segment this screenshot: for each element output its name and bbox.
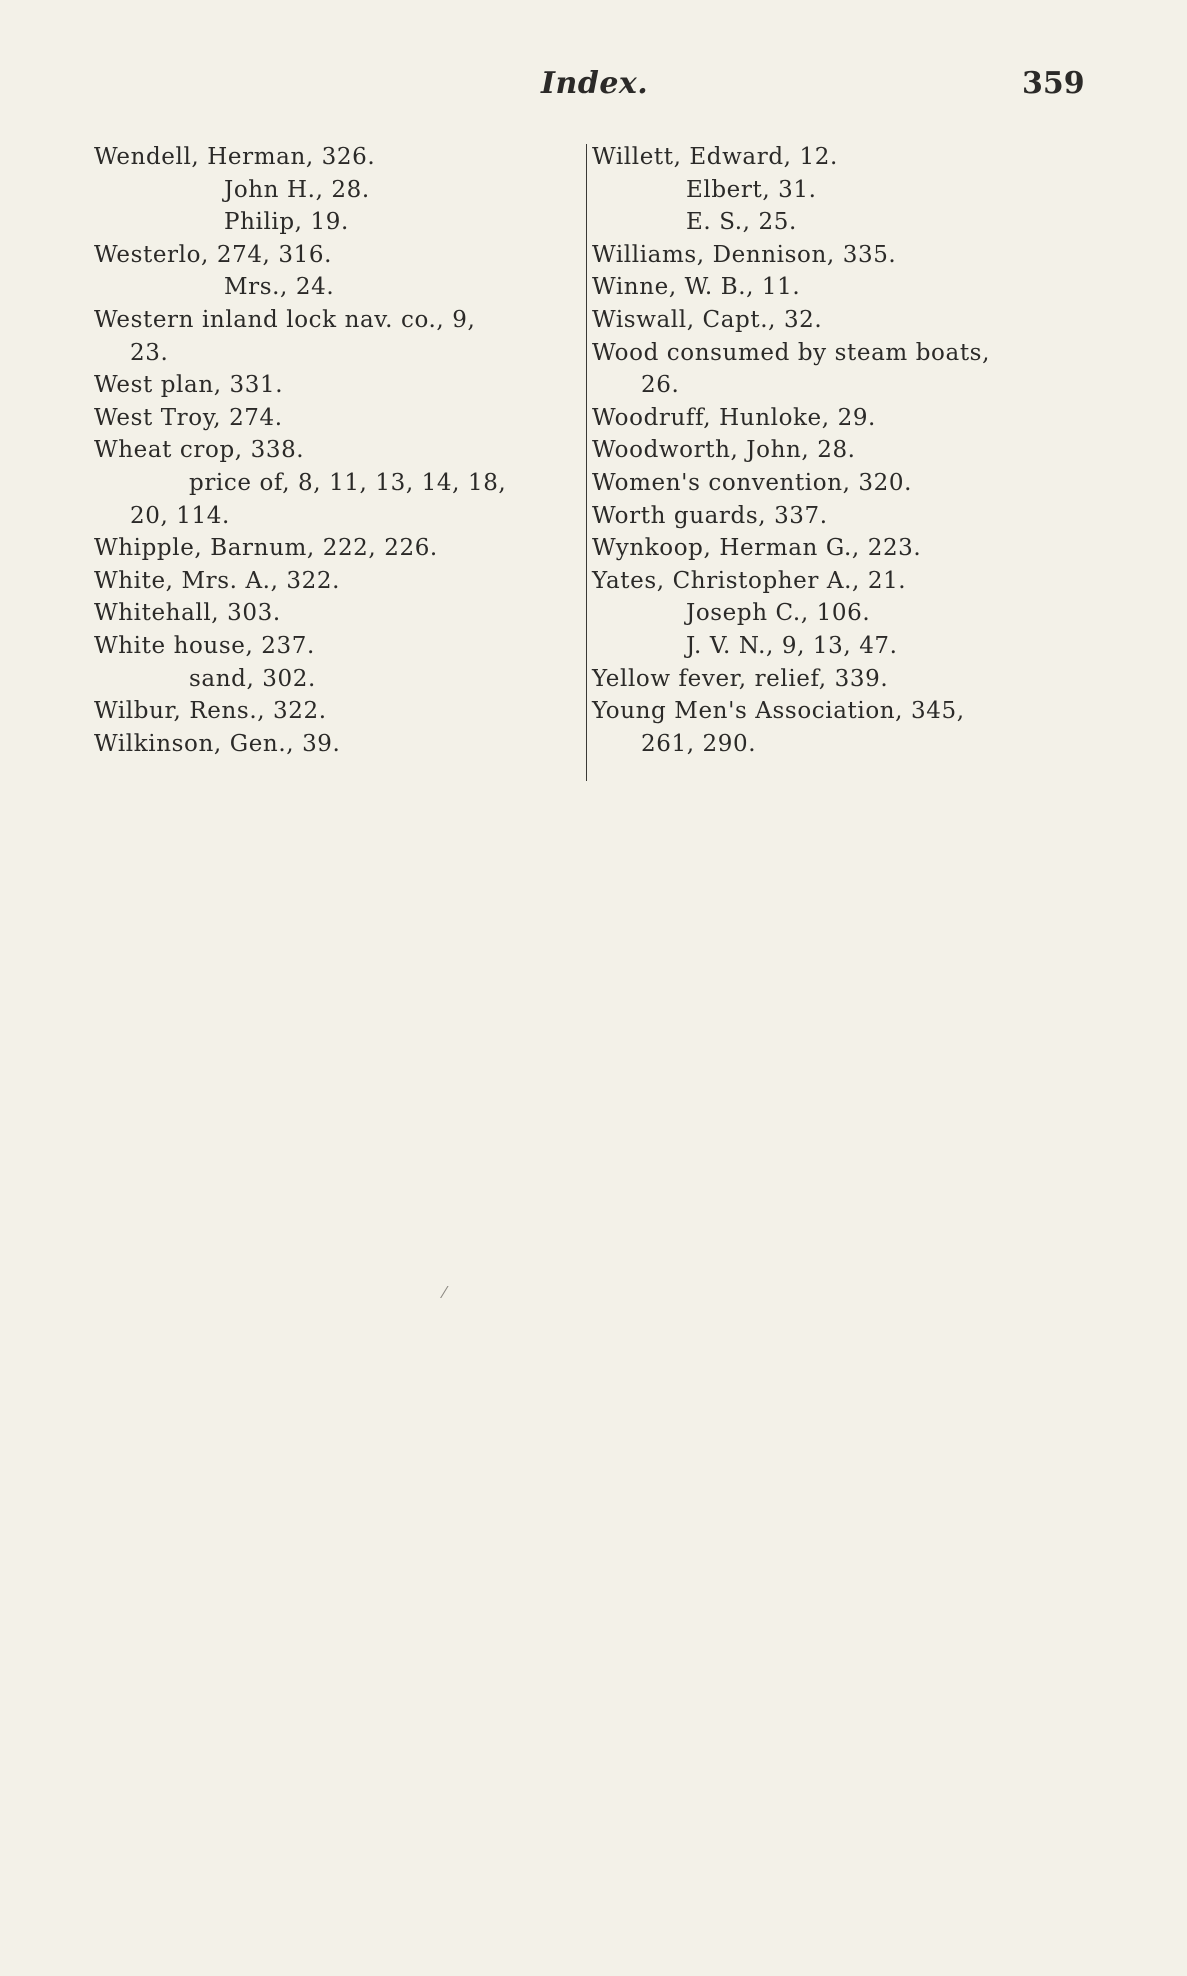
index-entry: Whitehall, 303. (94, 600, 281, 627)
index-entry: Yellow fever, relief, 339. (592, 665, 889, 692)
index-continuation: 26. (641, 372, 680, 399)
index-entry: Whipple, Barnum, 222, 226. (94, 535, 438, 562)
index-entry: Woodruff, Hunloke, 29. (592, 404, 876, 431)
paper-speck-mark: ⁄ (443, 1283, 446, 1302)
page-header-title: Index. (541, 66, 649, 101)
index-subentry: sand, 302. (189, 665, 316, 692)
index-subentry: John H., 28. (224, 176, 370, 203)
index-entry: Williams, Dennison, 335. (592, 241, 897, 268)
index-entry: Winne, W. B., 11. (592, 274, 801, 301)
index-column-left (94, 141, 580, 760)
index-entry: White, Mrs. A., 322. (94, 567, 341, 594)
index-entry: Willett, Edward, 12. (592, 144, 838, 170)
index-subentry: E. S., 25. (686, 209, 797, 236)
index-column-right (592, 141, 1092, 760)
index-entry: Wheat crop, 338. (94, 437, 305, 464)
index-subentry: Joseph C., 106. (686, 600, 871, 627)
index-entry: Worth guards, 337. (592, 502, 828, 529)
index-entry: Women's convention, 320. (592, 469, 913, 496)
index-subentry: Philip, 19. (224, 209, 349, 236)
index-entry: Wendell, Herman, 326. (94, 144, 376, 170)
page-number: 359 (1022, 66, 1085, 101)
index-entry: Wiswall, Capt., 32. (592, 306, 823, 333)
index-entry: Yates, Christopher A., 21. (592, 567, 907, 594)
index-entry: Wynkoop, Herman G., 223. (592, 535, 922, 562)
index-continuation: 20, 114. (130, 502, 230, 529)
index-entry: Wood consumed by steam boats, (592, 339, 990, 366)
index-subentry: J. V. N., 9, 13, 47. (686, 632, 898, 659)
index-entry: West plan, 331. (94, 372, 284, 399)
index-entry: Young Men's Association, 345, (592, 698, 965, 725)
index-subentry: Elbert, 31. (686, 176, 817, 203)
index-entry: Western inland lock nav. co., 9, (94, 306, 476, 333)
index-entry: Westerlo, 274, 316. (94, 241, 332, 268)
column-divider (586, 144, 587, 781)
index-subentry: Mrs., 24. (224, 274, 335, 301)
index-entry: Wilbur, Rens., 322. (94, 698, 327, 725)
index-continuation: 261, 290. (641, 730, 757, 757)
index-entry: White house, 237. (94, 632, 315, 659)
index-subentry: price of, 8, 11, 13, 14, 18, (189, 469, 507, 496)
index-entry: West Troy, 274. (94, 404, 283, 431)
index-entry: Woodworth, John, 28. (592, 437, 856, 464)
index-entry: Wilkinson, Gen., 39. (94, 730, 341, 757)
index-continuation: 23. (130, 339, 169, 366)
